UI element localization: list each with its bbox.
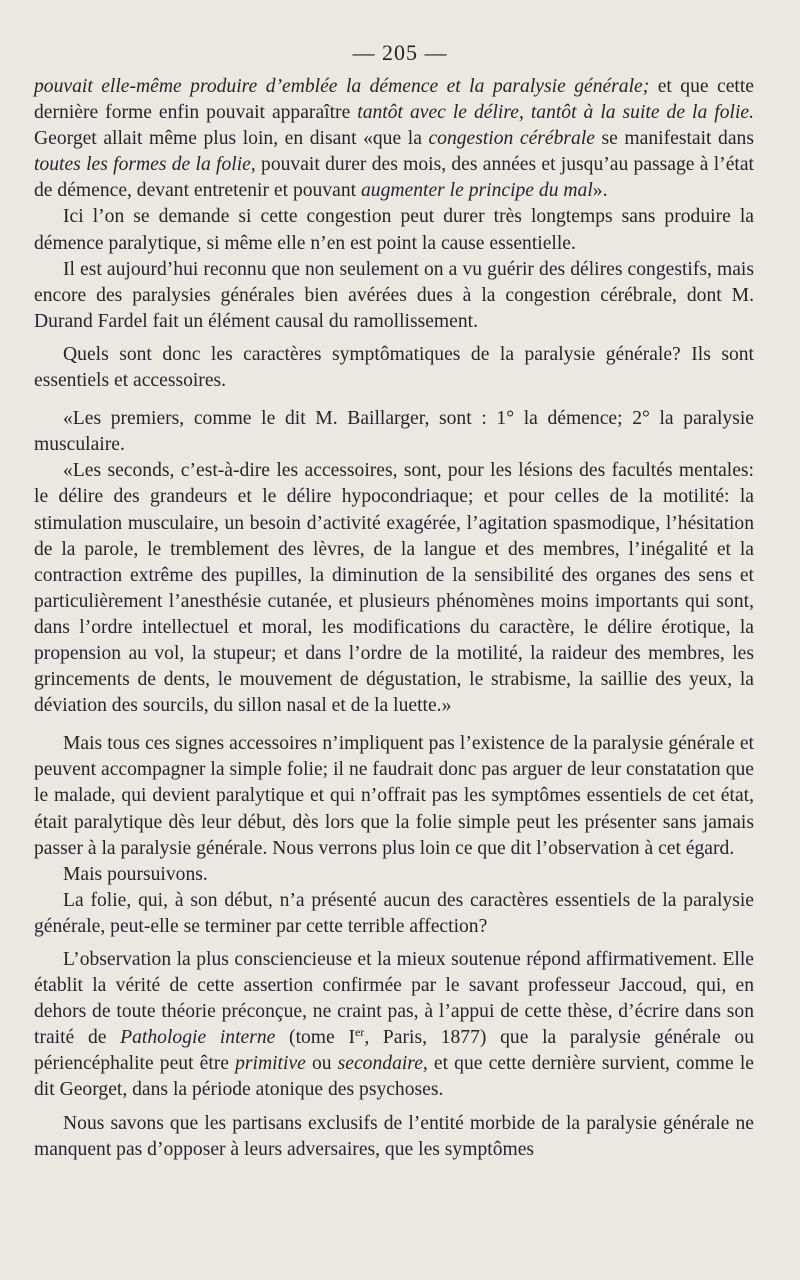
text-run: «Les seconds, c’est-à-dire les accessoires, sont, pour les lésions des facultés mentales: le délire des grandeurs et le délire hypocondriaque; et pour celles de la motilité: la stimulation musculaire, un besoin d’activité exagérée, l’agitation spasmodique, l’hésitation de la parole, le tremblement des lèvres, de la langue et des membres, l’inégalité et la contraction extrême des pupilles, la diminution de la sensibilité des organes des sens et particulièrement l’anesthésie cutanée, et plusieurs phénomènes moins importants qui sont, dans l’ordre intellectuel et moral, les modifications du caractère, le délire érotique, la propension au vol, la stupeur; et dans l’ordre de la motilité, la raideur des membres, les grincements de dents, le mouvement de dégustation, le strabisme, la saillie des yeux, la déviation des sourcils, du sillon nasal et de la luette.» — [34, 460, 754, 717]
text-run: Nous savons que les partisans exclusifs de l’entité morbide de la paralysie générale ne manquent pas d’opposer à leurs adversaires, que les symptômes — [34, 1112, 754, 1160]
italic-text: primitive — [235, 1053, 306, 1075]
text-run: Mais tous ces signes accessoires n’impliquent pas l’existence de la paralysie générale et peuvent accompagner la simple folie; il ne faudrait donc pas arguer de leur constatation que le malade, qui devient paralytique et qui n’offrait pas les symptômes essentiels de cet état, était paralytique dès leur début, dès lors que la folie simple peut les présenter sans jamais passer à la paralysie générale. Nous verrons plus loin ce que dit l’observation à cet égard. — [34, 733, 754, 859]
italic-text: secondaire — [337, 1053, 423, 1075]
text-run: Quels sont donc les caractères symptômatiques de la paralysie générale? Ils sont essentiels et accessoires. — [34, 343, 754, 392]
italic-text: Pathologie interne — [120, 1027, 276, 1049]
text-run: ». — [592, 180, 608, 202]
text-run: , pouvait durer des mois, des années et jusqu’au passage à l’état de démence, devant entretenir et pouvant — [34, 154, 754, 202]
paragraph-7 — [34, 731, 754, 861]
text-run: et que cette dernière forme enfin pouvait apparaître — [34, 76, 754, 124]
text-run: ou — [305, 1053, 338, 1075]
text-run: Georget allait même plus loin, en disant «que la — [34, 128, 429, 150]
paragraph-4 — [34, 342, 754, 394]
paragraph-10 — [34, 947, 754, 1104]
paragraph-2 — [34, 204, 754, 256]
text-run: Il est aujourd’hui reconnu que non seulement on a vu guérir des délires congestifs, mais encore des paralysies générales bien avérées dues à la congestion cérébrale, dont M. Durand Fardel fait un élément causal du ramollissement. — [34, 258, 754, 332]
paragraph-6 — [34, 458, 754, 719]
paragraph-3 — [34, 257, 754, 335]
italic-text: toutes les formes de la folie — [34, 154, 251, 176]
text-run: «Les premiers, comme le dit M. Baillarger, sont : 1° la démence; 2° la paralysie musculaire. — [34, 408, 754, 456]
page-number: — 205 — — [352, 40, 448, 65]
text-run: L’observation la plus consciencieuse et la mieux soutenue répond affirmativement. Elle établit la vérité de cette assertion confirmée par le savant professeur Jaccoud, qui, en dehors de toute théorie préconçue, ne craint pas, à l’appui de cette thèse, d’écrire dans son traité de — [34, 949, 754, 1049]
text-run: , et que cette dernière survient, comme le dit Georget, dans la période atonique des psychoses. — [34, 1053, 754, 1101]
paragraph-8 — [34, 862, 754, 888]
paragraph-11 — [34, 1111, 754, 1163]
paragraph-5 — [34, 406, 754, 458]
italic-text: congestion cérébrale — [428, 128, 595, 150]
italic-text: augmenter le principe du mal — [360, 180, 593, 202]
paragraph-9 — [34, 888, 754, 940]
italic-text: pouvait elle-même produire d’emblée la démence et la paralysie générale; — [34, 76, 650, 97]
text-run: Ici l’on se demande si cette congestion peut durer très longtemps sans produire la démence paralytique, si même elle n’en est point la cause essentielle. — [34, 206, 754, 254]
italic-text: tantôt avec le délire, tantôt à la suite de la folie. — [357, 102, 754, 124]
text-run: Mais poursuivons. — [63, 863, 208, 885]
text-run: La folie, qui, à son début, n’a présenté aucun des caractères essentiels de la paralysie générale, peut-elle se terminer par cette terrible affection? — [34, 889, 754, 937]
text-run: (tome I — [275, 1027, 355, 1049]
body-text — [34, 74, 754, 1163]
paragraph-1 — [34, 74, 754, 204]
text-run: se manifestait dans — [594, 128, 754, 150]
superscript-text: er — [354, 1025, 365, 1040]
text-run: , Paris, 1877) que la paralysie générale ou périencéphalite peut être — [34, 1027, 754, 1075]
